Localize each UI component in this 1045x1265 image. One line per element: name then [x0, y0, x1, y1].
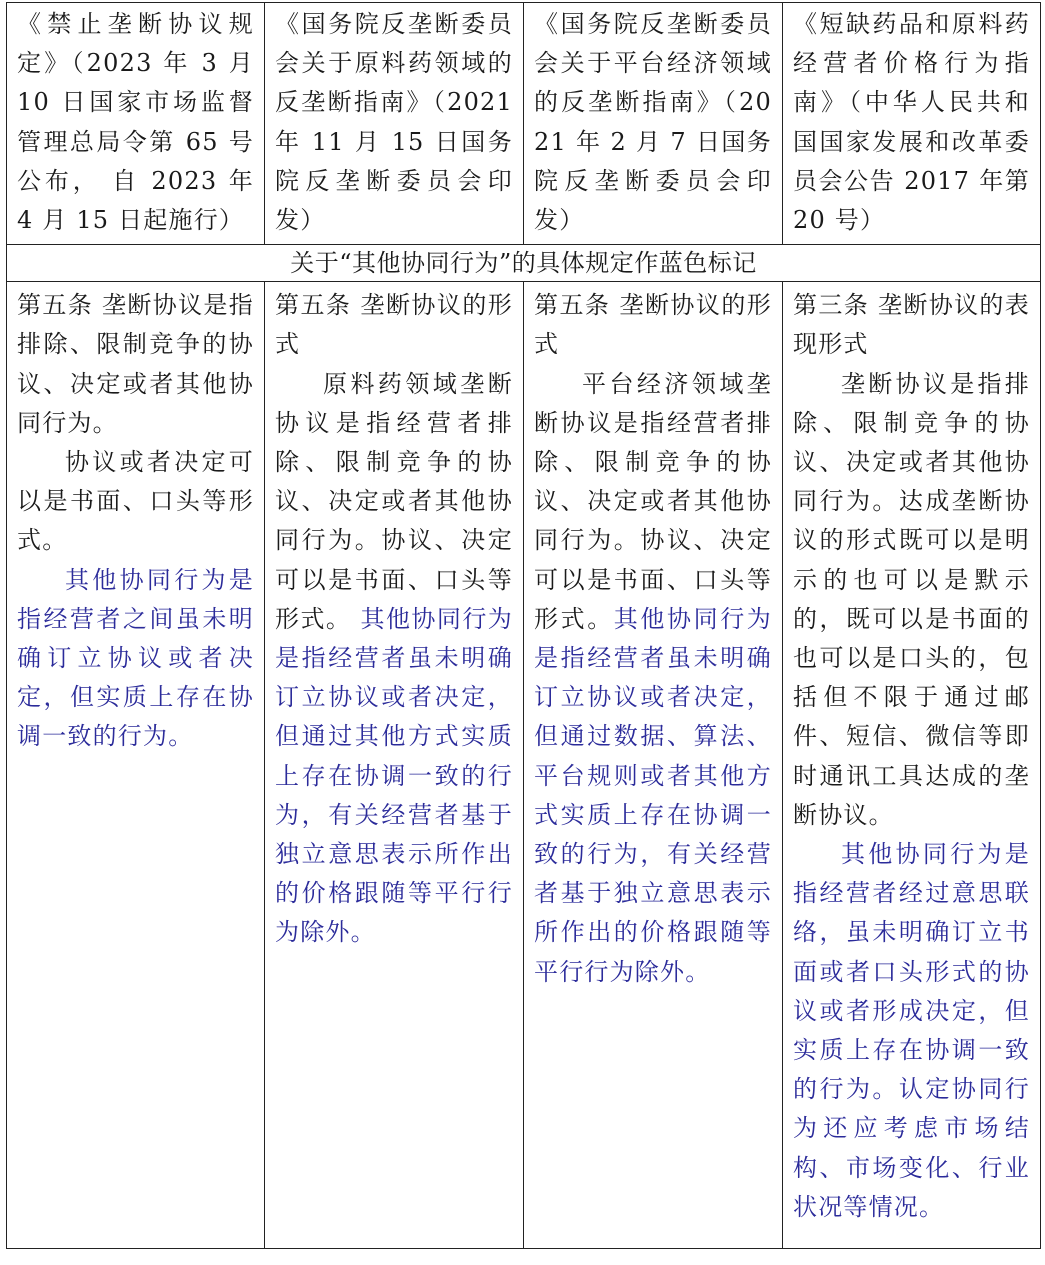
body-cell-4 [783, 282, 1041, 1249]
article-paragraph: 垄断协议是指排除、限制竞争的协议、决定或者其他协同行为。达成垄断协议的形式既可以是明示的也可以是默示的，既可以是书面的也可以是口头的，包括但不限于通过邮件、短信、微信等即时通讯工具达成的垄断协议。 [793, 369, 1030, 829]
concerted-practice-definition: 其他协同行为是指经营者虽未明确订立协议或者决定，但通过数据、算法、平台规则或者其他方式实质上存在协调一致的行为，有关经营者基于独立意思表示所作出的价格跟随等平行行为除外。 [534, 604, 772, 986]
header-cell-1: 《禁止垄断协议规定》（2023 年 3 月 10 日国家市场监督管理总局令第 65 号公布， 自 2023 年 4 月 15 日起施行） [7, 3, 265, 245]
article-paragraph-text: 原料药领域垄断协议是指经营者排除、限制竞争的协议、决定或者其他协同行为。协议、决定可以是书面、口头等形式。 [275, 369, 513, 633]
header-cell-3: 《国务院反垄断委员会关于平台经济领域的反垄断指南》（2021 年 2 月 7 日国务院反垄断委员会印发） [524, 3, 783, 245]
article-paragraph [534, 365, 772, 992]
article-title: 第五条 垄断协议的形式 [534, 291, 772, 359]
body-row [7, 282, 1041, 1249]
body-cell-1 [7, 282, 265, 1249]
article-paragraph: 协议或者决定可以是书面、口头等形式。 [17, 448, 254, 555]
article-paragraph [275, 365, 513, 953]
concerted-practice-definition: 其他协同行为是指经营者经过意思联络，虽未明确订立书面或者口头形式的协议或者形成决定，但实质上存在协调一致的行为。认定协同行为还应考虑市场结构、市场变化、行业状况等情况。 [793, 840, 1030, 1221]
article-title: 第三条 垄断协议的表现形式 [793, 291, 1030, 359]
header-row [7, 3, 1041, 245]
body-cell-2 [265, 282, 524, 1249]
concerted-practice-definition: 其他协同行为是指经营者之间虽未明确订立协议或者决定，但实质上存在协调一致的行为。 [17, 565, 254, 751]
body-cell-3 [524, 282, 783, 1249]
concerted-practice-definition: 其他协同行为是指经营者虽未明确订立协议或者决定，但通过其他方式实质上存在协调一致的行为，有关经营者基于独立意思表示所作出的价格跟随等平行行为除外。 [275, 604, 513, 947]
article-title: 第五条 垄断协议的形式 [275, 291, 513, 359]
comparison-table [6, 2, 1041, 1249]
header-cell-4: 《短缺药品和原料药经营者价格行为指南》（中华人民共和国国家发展和改革委员会公告 2017 年第 20 号） [783, 3, 1041, 245]
article-paragraph-text: 平台经济领域垄断协议是指经营者排除、限制竞争的协议、决定或者其他协同行为。协议、决定可以是书面、口头等形式。 [534, 369, 772, 633]
note-row [7, 245, 1041, 282]
blue-marking-note: 关于“其他协同行为”的具体规定作蓝色标记 [7, 245, 1041, 282]
header-cell-2: 《国务院反垄断委员会关于原料药领域的反垄断指南》（2021 年 11 月 15 日国务院反垄断委员会印发） [265, 3, 524, 245]
article-title: 第五条 垄断协议是指排除、限制竞争的协议、决定或者其他协同行为。 [17, 291, 254, 437]
